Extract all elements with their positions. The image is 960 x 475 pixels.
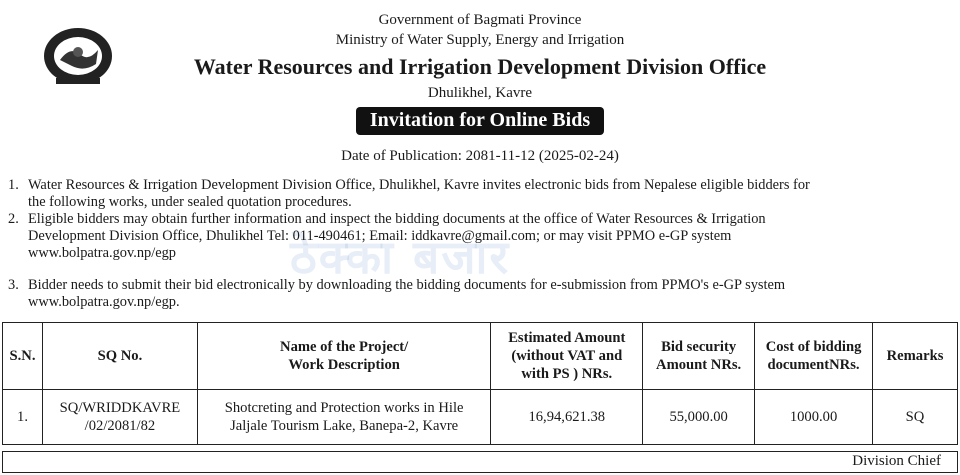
paragraph-text: Eligible bidders may obtain further information and inspect the bidding documents at the office of Water Resources & Irrigation xyxy=(28,211,766,227)
header-bidding-cost: Cost of bidding documentNRs. xyxy=(755,323,873,390)
cell-bidding-cost: 1000.00 xyxy=(755,390,873,445)
notice-banner: Invitation for Online Bids xyxy=(356,107,604,135)
signatory: Division Chief xyxy=(852,453,941,469)
paragraph-number: 3. xyxy=(8,277,19,293)
paragraph-text: Water Resources & Irrigation Development Division Office, Dhulikhel, Kavre invites electronic bids from Nepalese eligible bidders for xyxy=(28,177,810,193)
paragraph-3 xyxy=(8,277,953,311)
paragraph-number: 2. xyxy=(8,211,19,227)
office-location: Dhulikhel, Kavre xyxy=(427,85,533,101)
bid-table xyxy=(2,322,958,445)
header-sq-no: SQ No. xyxy=(42,323,197,390)
office-title: Water Resources and Irrigation Development Division Office xyxy=(193,54,767,79)
table-header-row xyxy=(3,323,958,390)
header-sn: S.N. xyxy=(3,323,43,390)
header-project-name: Name of the Project/ Work Description xyxy=(197,323,490,390)
cell-bid-security: 55,000.00 xyxy=(643,390,755,445)
paragraph-text: Development Division Office, Dhulikhel Tel: 011-490461; Email: iddkavre@gmail.com; or may visit PPMO e-GP system xyxy=(28,228,732,244)
header-remarks: Remarks xyxy=(873,323,958,390)
cell-sq-no: SQ/WRIDDKAVRE /02/2081/82 xyxy=(42,390,197,445)
cell-estimated-amount: 16,94,621.38 xyxy=(491,390,643,445)
signature-box xyxy=(2,451,958,473)
government-line: Government of Bagmati Province xyxy=(378,12,582,28)
watermark: ठेक्का बजार xyxy=(290,230,511,284)
paragraph-text: Bidder needs to submit their bid electronically by downloading the bidding documents for e-submission from PPMO's e-GP system xyxy=(28,277,786,293)
cell-remarks: SQ xyxy=(873,390,958,445)
paragraph-2 xyxy=(8,211,953,262)
paragraph-1 xyxy=(8,177,953,211)
paragraph-number: 1. xyxy=(8,177,19,193)
paragraph-text: the following works, under sealed quotation procedures. xyxy=(28,194,352,210)
table-row xyxy=(3,390,958,445)
header-estimated-amount: Estimated Amount (without VAT and with PS ) NRs. xyxy=(491,323,643,390)
egp-link[interactable]: www.bolpatra.gov.np/egp xyxy=(28,245,177,261)
cell-description: Shotcreting and Protection works in Hile Jaljale Tourism Lake, Banepa-2, Kavre xyxy=(197,390,490,445)
header-bid-security: Bid security Amount NRs. xyxy=(643,323,755,390)
ministry-line: Ministry of Water Supply, Energy and Irrigation xyxy=(335,32,625,48)
egp-link[interactable]: www.bolpatra.gov.np/egp. xyxy=(28,294,180,310)
publication-date: Date of Publication: 2081-11-12 (2025-02-24) xyxy=(341,148,619,164)
cell-sn: 1. xyxy=(3,390,43,445)
